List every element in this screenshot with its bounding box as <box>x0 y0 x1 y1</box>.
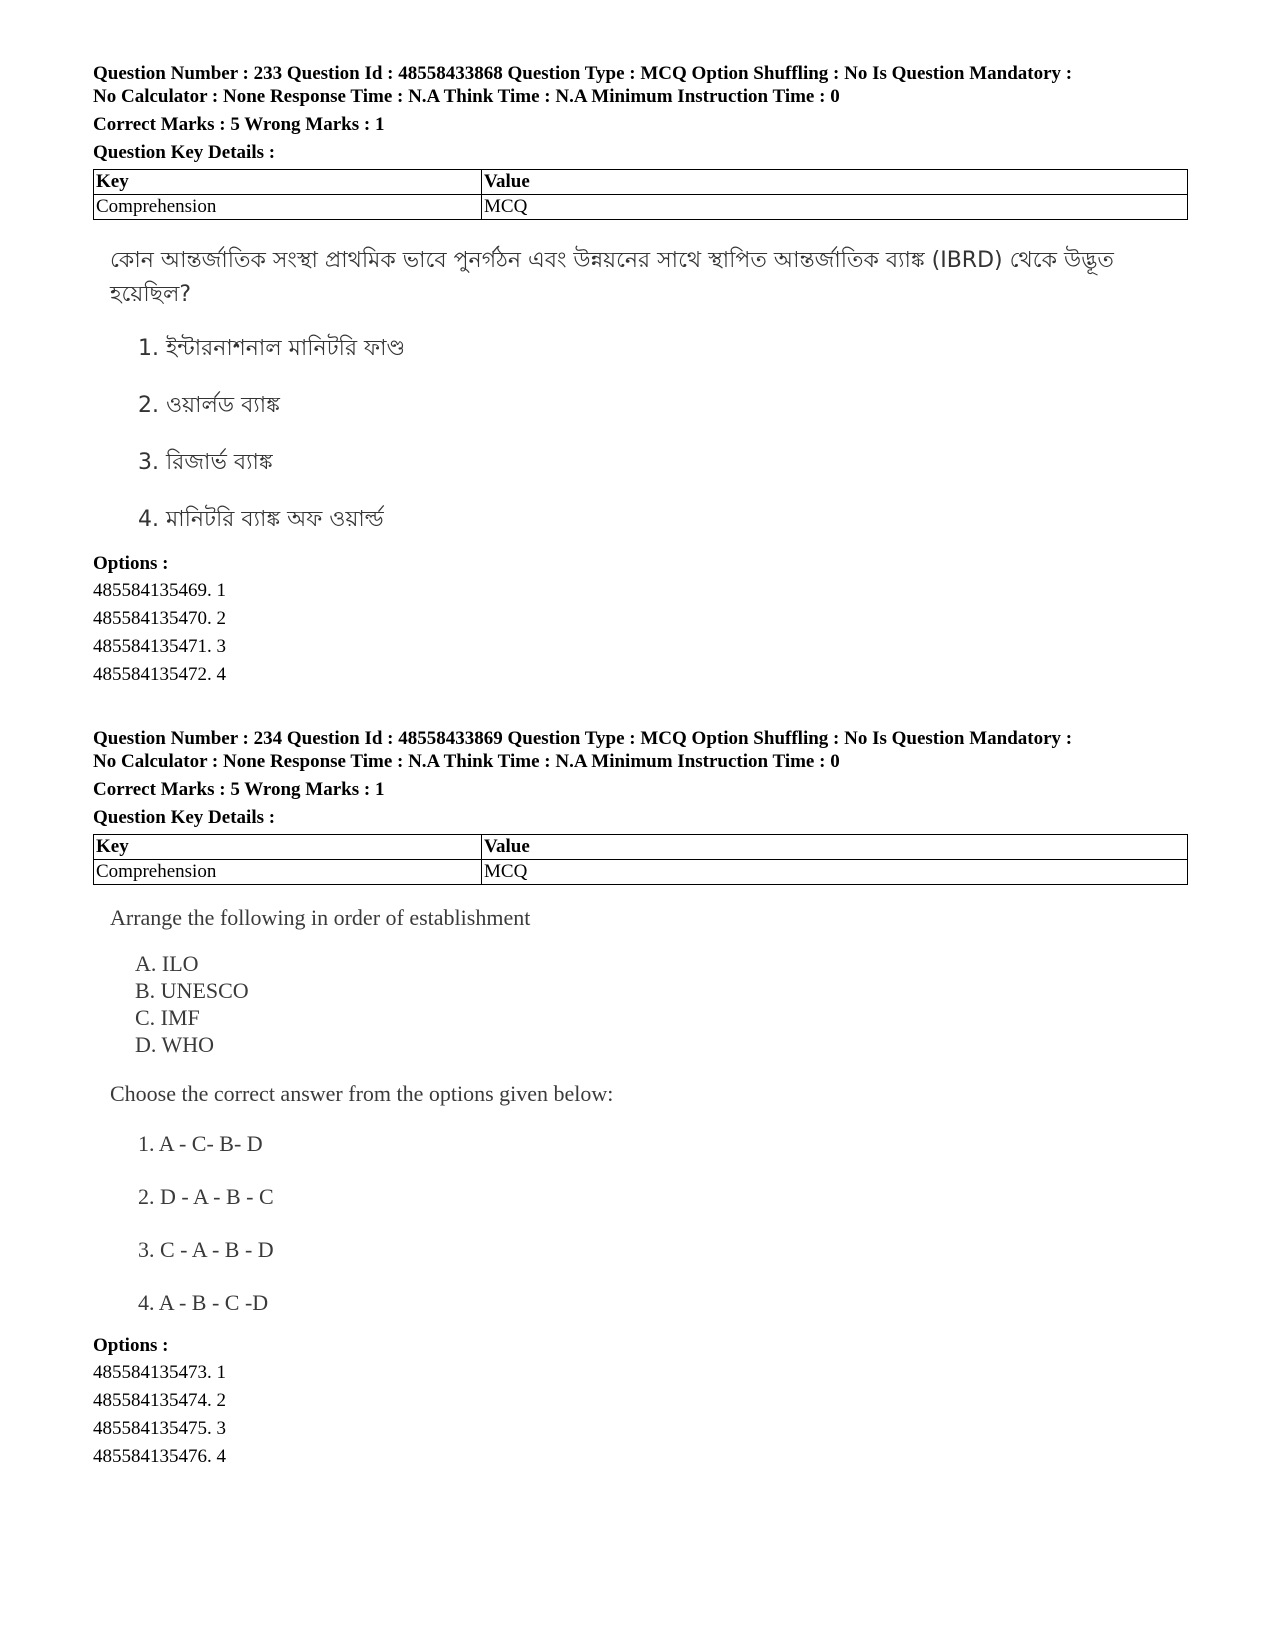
option-line: 485584135472. 4 <box>93 664 226 685</box>
header-key: Key <box>94 170 482 195</box>
list-item: C. IMF <box>135 1005 200 1030</box>
option-line: 485584135473. 1 <box>93 1362 226 1383</box>
answer-choice: 3. C - A - B - D <box>138 1237 274 1262</box>
answer-choice: 1. A - C- B- D <box>138 1131 263 1156</box>
answer-choice: 4. মানিটরি ব্যাঙ্ক অফ ওয়ার্ল্ড <box>138 507 384 532</box>
cell-value: MCQ <box>482 860 1188 885</box>
table-row <box>94 860 1188 885</box>
statement-list <box>135 950 1188 1058</box>
question-meta-line2: No Calculator : None Response Time : N.A Think Time : N.A Minimum Instruction Time : 0 <box>93 751 840 772</box>
question-233 <box>93 62 1188 689</box>
options-label: Options : <box>93 1335 169 1356</box>
table-row <box>94 195 1188 220</box>
header-value: Value <box>482 835 1188 860</box>
list-item: D. WHO <box>135 1032 215 1057</box>
cell-key: Comprehension <box>94 860 482 885</box>
choose-instruction: Choose the correct answer from the options given below: <box>110 1081 614 1106</box>
marks-line: Correct Marks : 5 Wrong Marks : 1 <box>93 779 385 800</box>
key-details-label: Question Key Details : <box>93 807 276 828</box>
cell-key: Comprehension <box>94 195 482 220</box>
answer-choice: 2. ওয়ার্লড ব্যাঙ্ক <box>138 393 280 418</box>
cell-value: MCQ <box>482 195 1188 220</box>
answer-choice: 1. ইন্টারনাশনাল মানিটরি ফাণ্ড <box>138 336 406 361</box>
question-234 <box>93 727 1188 1471</box>
table-header-row <box>94 170 1188 195</box>
header-value: Value <box>482 170 1188 195</box>
option-line: 485584135475. 3 <box>93 1418 226 1439</box>
answer-choices <box>138 1130 1188 1342</box>
answer-choice: 4. A - B - C -D <box>138 1290 269 1315</box>
option-line: 485584135469. 1 <box>93 580 226 601</box>
question-stem: Arrange the following in order of establishment <box>110 905 531 930</box>
key-value-table <box>93 169 1188 220</box>
key-details-label: Question Key Details : <box>93 142 276 163</box>
list-item: A. ILO <box>135 951 199 976</box>
option-line: 485584135474. 2 <box>93 1390 226 1411</box>
question-stem: কোন আন্তর্জাতিক সংস্থা প্রাথমিক ভাবে পুনর্গঠন এবং উন্নয়নের সাথে স্থাপিত আন্তর্জাতিক ব্যাঙ্ক (IBRD) থেকে উদ্ভূত হয়েছিল? <box>110 248 1114 307</box>
question-meta-line1: Question Number : 233 Question Id : 48558433868 Question Type : MCQ Option Shuffling : No Is Question Mandatory : <box>93 63 1073 84</box>
table-header-row <box>94 835 1188 860</box>
key-value-table <box>93 834 1188 885</box>
header-key: Key <box>94 835 482 860</box>
answer-choice: 2. D - A - B - C <box>138 1184 274 1209</box>
question-meta-line1: Question Number : 234 Question Id : 48558433869 Question Type : MCQ Option Shuffling : No Is Question Mandatory : <box>93 728 1073 749</box>
list-item: B. UNESCO <box>135 978 249 1003</box>
options-label: Options : <box>93 553 169 574</box>
answer-choice: 3. রিজার্ভ ব্যাঙ্ক <box>138 450 273 475</box>
question-meta-line2: No Calculator : None Response Time : N.A Think Time : N.A Minimum Instruction Time : 0 <box>93 86 840 107</box>
answer-choices <box>138 334 1188 562</box>
marks-line: Correct Marks : 5 Wrong Marks : 1 <box>93 114 385 135</box>
page <box>93 62 1188 1471</box>
option-line: 485584135470. 2 <box>93 608 226 629</box>
option-line: 485584135476. 4 <box>93 1446 226 1467</box>
option-line: 485584135471. 3 <box>93 636 226 657</box>
